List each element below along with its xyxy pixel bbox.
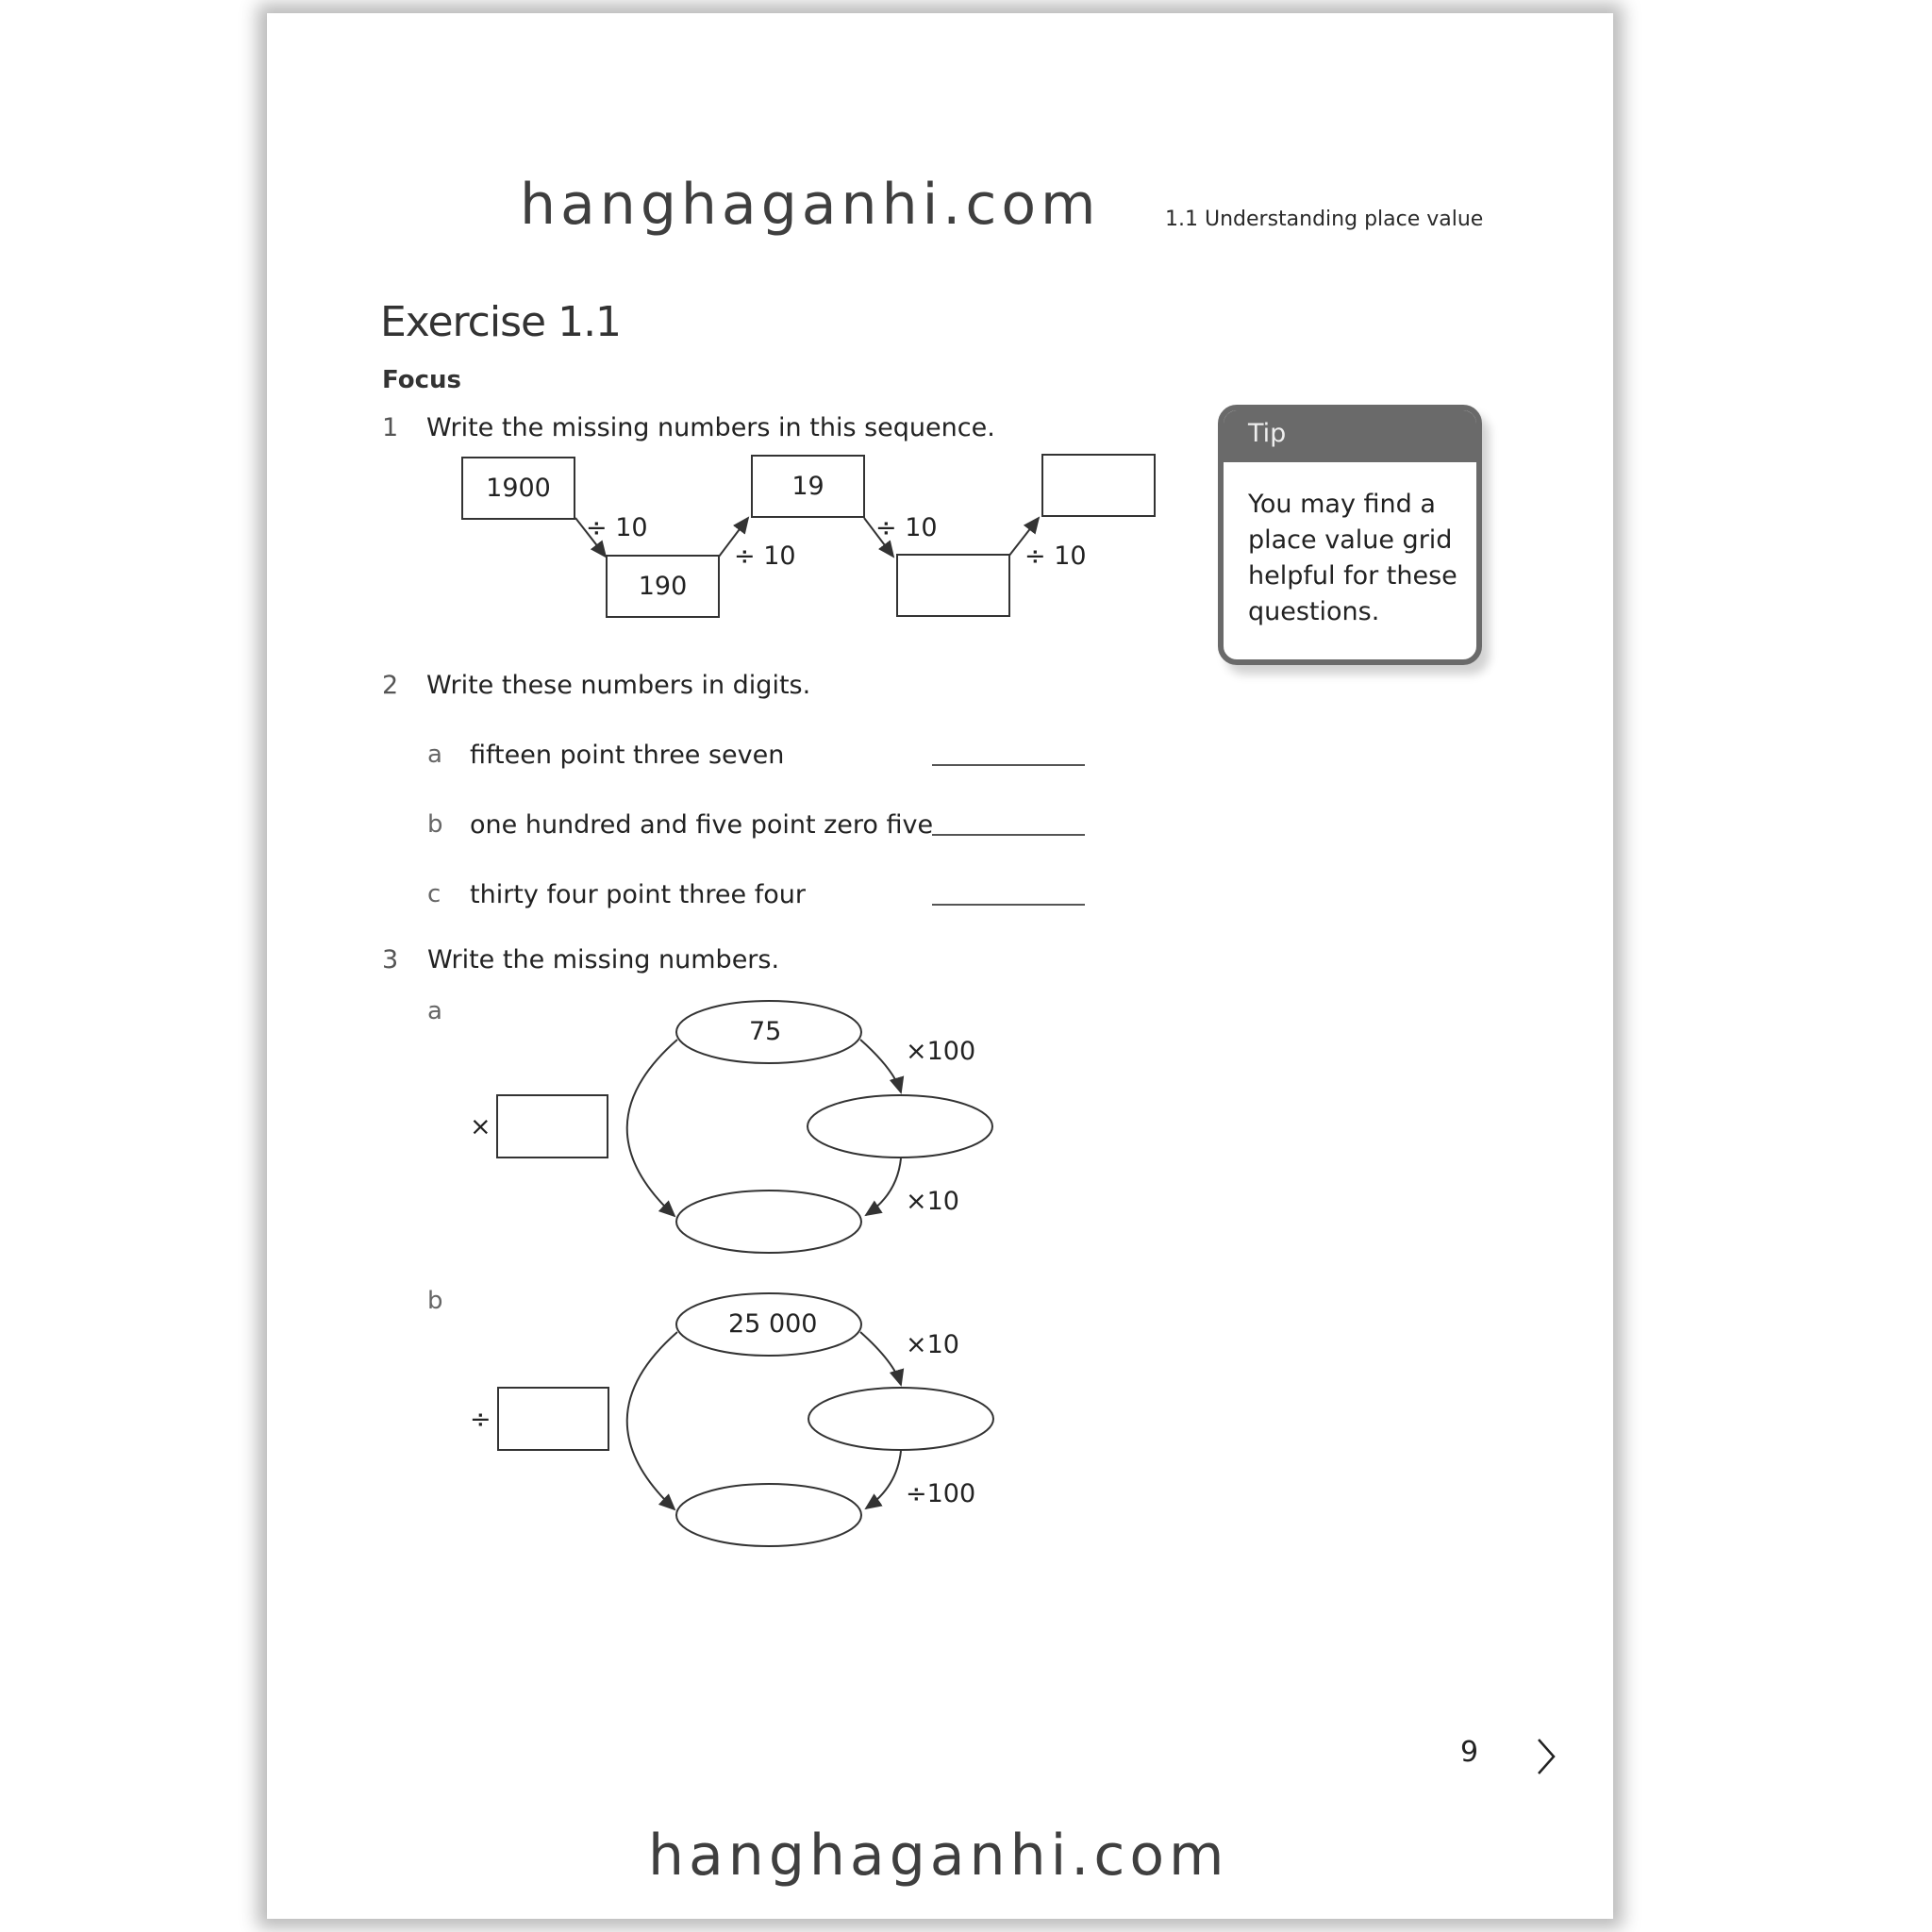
exercise-title: Exercise 1.1: [380, 298, 622, 346]
part-label: b: [427, 1287, 443, 1315]
operator-label: ×10: [906, 1330, 959, 1359]
item-text: fifteen point three seven: [470, 741, 785, 770]
operator-label: ×10: [906, 1187, 959, 1216]
section-label: Focus: [382, 366, 461, 394]
question-text: Write the missing numbers in this sequence.: [426, 413, 995, 442]
worksheet-page: [267, 13, 1613, 1919]
tip-box: [1218, 405, 1482, 665]
divisor-answer-box-b[interactable]: [497, 1387, 609, 1451]
item-text: one hundred and five point zero five: [470, 810, 934, 840]
item-label: a: [427, 741, 442, 769]
tip-line: You may find a: [1248, 490, 1436, 519]
question-text: Write these numbers in digits.: [426, 671, 811, 700]
item-label: b: [427, 810, 443, 839]
operator-label: ×: [470, 1112, 491, 1141]
watermark-bottom: hanghaganhi.com: [648, 1823, 1229, 1889]
question-number: 2: [382, 671, 399, 700]
sequence-box-3: 19: [751, 455, 865, 518]
answer-line-a[interactable]: [932, 764, 1085, 766]
answer-line-c[interactable]: [932, 904, 1085, 906]
sequence-box-2: 190: [606, 555, 720, 618]
multiplier-answer-box-a[interactable]: [496, 1094, 608, 1158]
part-label: a: [427, 997, 442, 1025]
chevron-right-icon[interactable]: [1531, 1736, 1559, 1777]
operator-label: ÷: [470, 1405, 491, 1434]
item-text: thirty four point three four: [470, 880, 806, 909]
tip-title: Tip: [1224, 410, 1476, 462]
sequence-box-1: 1900: [461, 457, 575, 520]
tip-line: questions.: [1248, 597, 1380, 626]
watermark-top: hanghaganhi.com: [520, 172, 1101, 238]
answer-line-b[interactable]: [932, 834, 1085, 836]
sequence-answer-box-5[interactable]: [1041, 454, 1156, 517]
tip-line: place value grid: [1248, 525, 1453, 555]
operator-label: ×100: [906, 1037, 976, 1066]
diagram-a: [267, 985, 1116, 1277]
diagram-b: [267, 1277, 1116, 1570]
start-value: 75: [749, 1017, 782, 1046]
question-number: 1: [382, 413, 399, 442]
tip-line: helpful for these: [1248, 561, 1457, 591]
page-number: 9: [1460, 1736, 1479, 1769]
operator-label: ÷100: [906, 1479, 976, 1508]
operator-label: ÷ 10: [586, 513, 648, 542]
start-value: 25 000: [728, 1309, 818, 1339]
operator-label: ÷ 10: [1024, 541, 1087, 571]
running-head: 1.1 Understanding place value: [1165, 208, 1484, 231]
tip-body: [1224, 462, 1476, 630]
operator-label: ÷ 10: [734, 541, 796, 571]
question-number: 3: [382, 945, 399, 974]
item-label: c: [427, 880, 441, 908]
operator-label: ÷ 10: [875, 513, 938, 542]
question-text: Write the missing numbers.: [427, 945, 780, 974]
sequence-answer-box-4[interactable]: [896, 554, 1010, 617]
